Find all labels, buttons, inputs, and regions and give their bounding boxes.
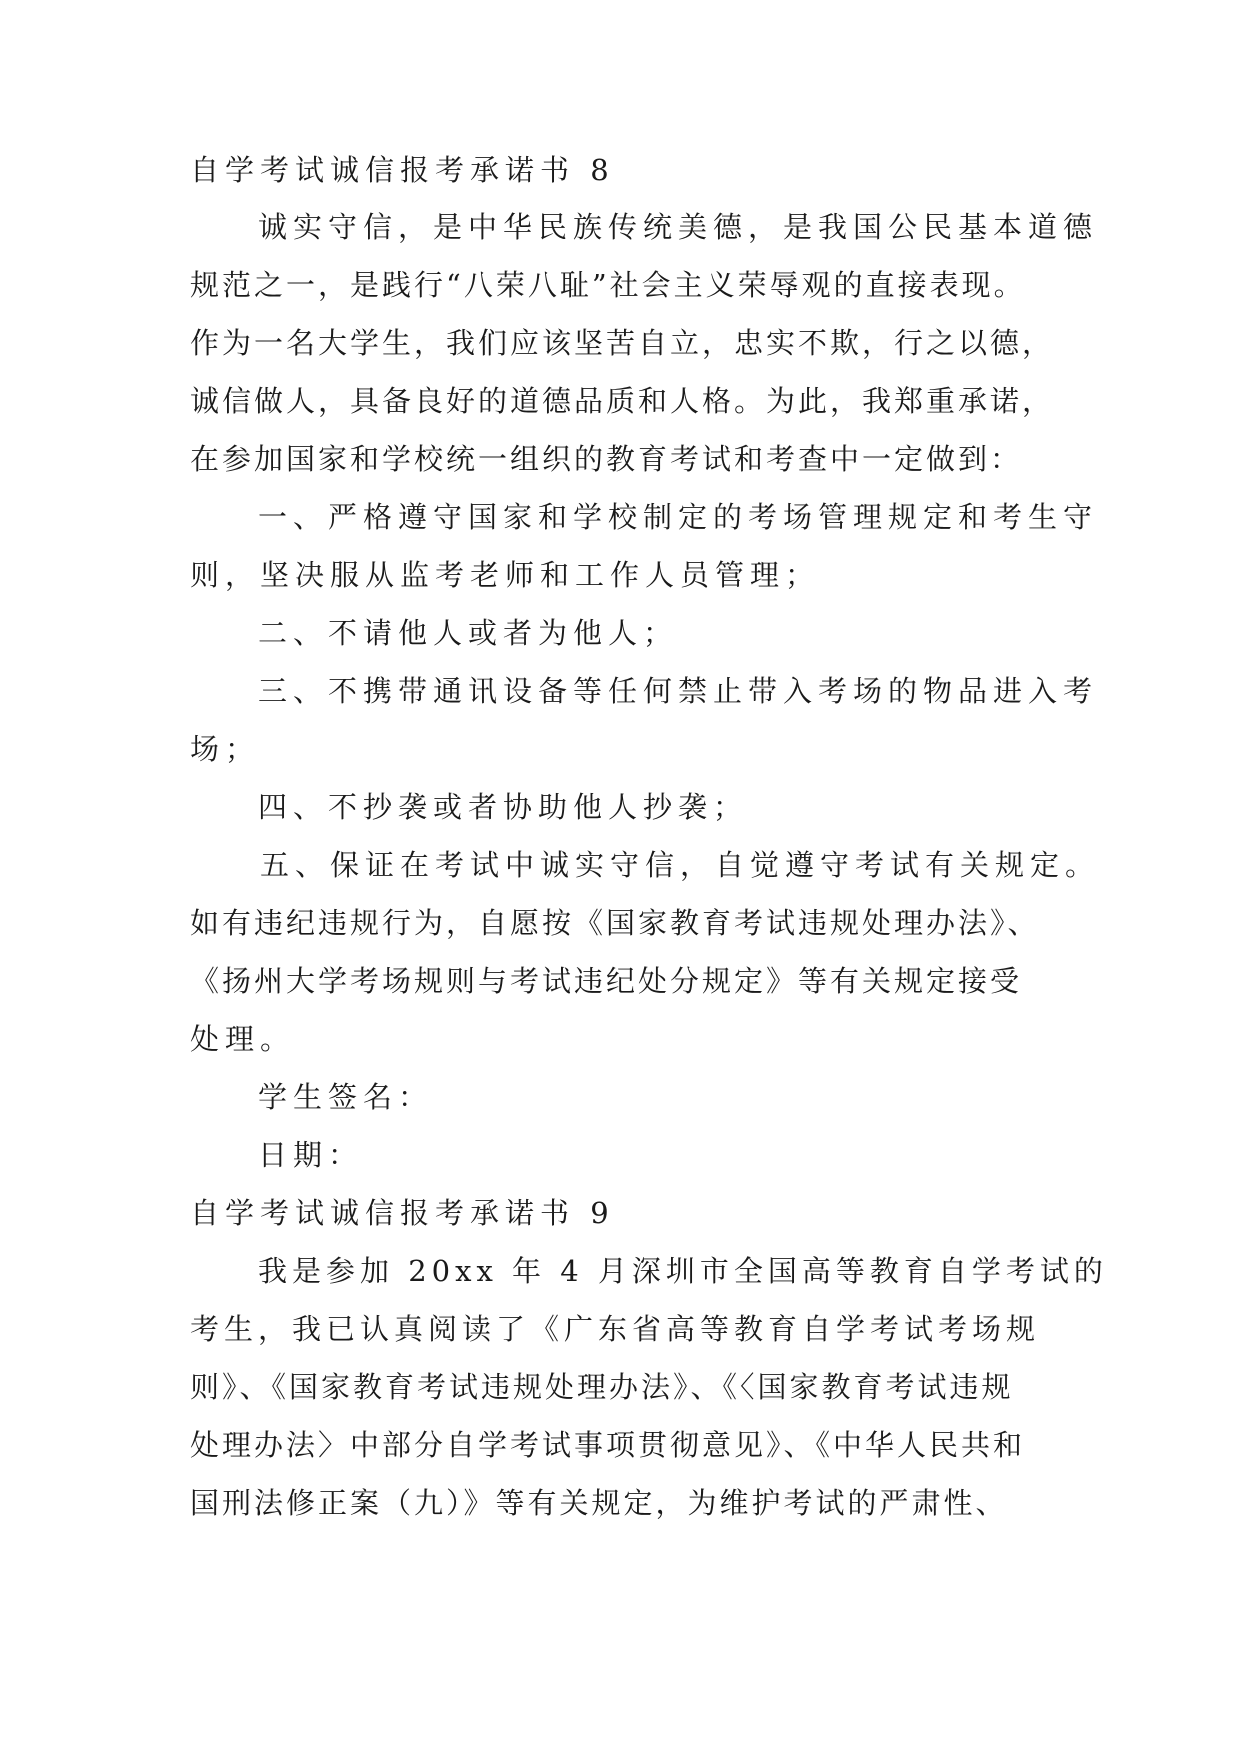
body-text-line: 作为一名大学生，我们应该坚苦自立，忠实不欺，行之以德， <box>190 326 1055 360</box>
list-item-line: 四、不抄袭或者协助他人抄袭； <box>258 790 749 824</box>
list-item-line: 三、不携带通讯设备等任何禁止带入考场的物品进入考 <box>258 674 1099 708</box>
list-item-line: 五、保证在考试中诚实守信，自觉遵守考试有关规定。 <box>260 848 1101 882</box>
body-text-line: 规范之一，是践行“八荣八耻”社会主义荣辱观的直接表现。 <box>190 268 1026 302</box>
title-line: 自学考试诚信报考承诺书 8 <box>190 153 615 187</box>
date-label: 日期： <box>258 1138 364 1172</box>
signature-label: 学生签名： <box>258 1080 434 1114</box>
body-text-line: 诚信做人，具备良好的道德品质和人格。为此，我郑重承诺， <box>190 384 1055 418</box>
body-text-line: 考生，我已认真阅读了《广东省高等教育自学考试考场规 <box>190 1312 1041 1346</box>
body-text-line: 在参加国家和学校统一组织的教育考试和考查中一定做到： <box>190 442 1023 476</box>
body-text-line: 则》、《国家教育考试违规处理办法》、《〈国家教育考试违规 <box>190 1370 1014 1404</box>
list-item-line: 二、不请他人或者为他人； <box>258 616 679 650</box>
body-text-line: 诚实守信，是中华民族传统美德，是我国公民基本道德 <box>258 210 1099 244</box>
body-text-line: 如有违纪违规行为，自愿按《国家教育考试违规处理办法》、 <box>190 906 1040 940</box>
body-text-line: 我是参加 20xx 年 4 月深圳市全国高等教育自学考试的 <box>258 1254 1108 1288</box>
list-item-line: 场； <box>190 732 261 766</box>
body-text-line: 国刑法修正案（九）》等有关规定，为维护考试的严肃性、 <box>190 1486 1008 1520</box>
body-text-line: 处理办法〉中部分自学考试事项贯彻意见》、《中华人民共和 <box>190 1428 1026 1462</box>
list-item-line: 一、严格遵守国家和学校制定的考场管理规定和考生守 <box>258 500 1099 534</box>
body-text-line: 处理。 <box>190 1022 296 1056</box>
list-item-line: 则，坚决服从监考老师和工作人员管理； <box>190 558 821 592</box>
body-text-line: 《扬州大学考场规则与考试违纪处分规定》等有关规定接受 <box>190 964 1023 998</box>
title-line: 自学考试诚信报考承诺书 9 <box>190 1196 615 1230</box>
